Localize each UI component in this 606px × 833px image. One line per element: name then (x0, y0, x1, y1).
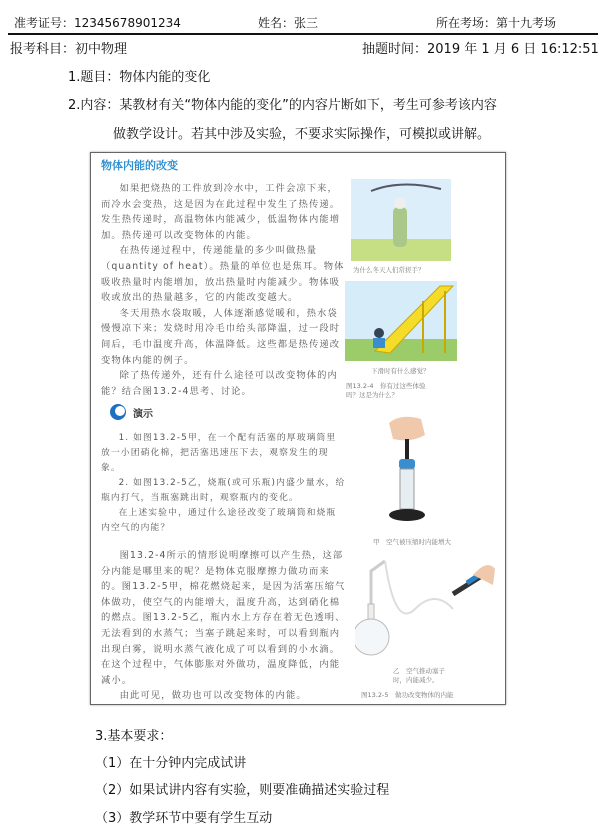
demo-icon (109, 403, 129, 421)
topic: 1.题目：物体内能的变化 (68, 70, 211, 85)
requirements-title: 3.基本要求： (95, 729, 173, 744)
wind-illustration (351, 179, 451, 261)
caption-slide: 下滑时有什么感觉？ (371, 367, 430, 375)
requirement-item: （2）如果试讲内容有实验，则要准确描述实验过程 (95, 783, 390, 798)
exam-id: 准考证号：12345678901234 (14, 16, 181, 30)
paragraph: 在上述实验中，通过什么途径改变了玻璃筒和烧瓶内空气的内能？ (101, 508, 337, 533)
draw-time: 抽题时间：2019 年 1 月 6 日 16:12:51 (362, 42, 599, 57)
paragraph: 图13.2-4所示的情形说明摩擦可以产生热，这部分内能是哪里来的呢？是物体克服摩擦力做功而来的。图13.2-5甲，棉花燃烧起来，是因为活塞压缩气体做功，使空气的内能增大，温度升高，达到硝化棉的燃点。图13.2-5乙，瓶内水上方存在着无色透明、无法看到的水蒸气；当塞子跳起来时，可以看到瓶内出现白雾，说明水蒸气液化成了可以看到的小水滴。在这个过程中，气体膨胀对外做功，温度降低，内能减小。 (101, 550, 346, 686)
content-line-2: 做教学设计。若其中涉及实验，不要求实际操作，可模拟或讲解。 (113, 127, 491, 142)
caption-fig-4: 图13.2-4 你有过这些体验吗？这是为什么？ (346, 382, 426, 399)
exam-venue: 所在考场：第十九考场 (436, 16, 557, 30)
paragraph: 2. 如图13.2-5乙，烧瓶(或可乐瓶)内盛少量水，给瓶内打气，当瓶塞跳出时，观察瓶内的变化。 (101, 478, 346, 503)
paragraph: 1. 如图13.2-5甲，在一个配有活塞的厚玻璃筒里放一小团硝化棉，把活塞迅速压下去，观察发生的现象。 (101, 433, 337, 473)
paragraph: 冬天用热水袋取暖，人体逐渐感觉暖和，热水袋慢慢凉下来；发烧时用冷毛巾给头部降温，过一段时间后，毛巾温度升高，体温降低。这些都是热传递改变物体内能的例子。 (101, 307, 341, 366)
textbook-paragraphs-2 (101, 548, 346, 704)
textbook-paragraphs (101, 181, 346, 399)
subject: 报考科目：初中物理 (10, 42, 128, 57)
caption-a: 甲 空气被压缩时内能增大 (373, 538, 451, 546)
caption-b: 乙 空气推动塞子时，内能减少。 (393, 667, 445, 684)
caption-fig-5: 图13.2-5 做功改变物体的内能 (361, 691, 454, 699)
requirement-item: （1）在十分钟内完成试讲 (95, 756, 247, 771)
textbook-title: 物体内能的改变 (101, 159, 178, 172)
textbook-excerpt (90, 152, 506, 705)
flask-pump-image (355, 549, 495, 664)
caption-wind: 为什么冬天人们常搓手？ (353, 266, 425, 274)
paragraph: 除了热传递外，还有什么途径可以改变物体的内能？结合图13.2-4思考、讨论。 (101, 370, 338, 397)
paragraph: 如果把烧热的工件放到冷水中，工件会凉下来，而冷水会变热，这是因为在此过程中发生了热传递。发生热传递时，高温物体内能减少，低温物体内能增加。热传递可以改变物体的内能。 (101, 183, 341, 241)
header-divider (8, 33, 598, 35)
slide-illustration (345, 281, 457, 361)
demo-paragraphs (101, 431, 346, 536)
candidate-name: 姓名：张三 (258, 16, 319, 30)
paragraph: 在热传递过程中，传递能量的多少叫做热量（quantity of heat）。热量的单位也是焦耳。物体吸收热量时内能增加，放出热量时内能减少。物体吸收或放出的热量越多，它的内能改变越大。 (101, 245, 345, 304)
requirement-item: （3）教学环节中要有学生互动 (95, 811, 273, 826)
paragraph: 由此可见，做功也可以改变物体的内能。 (119, 690, 307, 702)
piston-cylinder-image (381, 413, 441, 533)
demo-label: 演示 (133, 409, 153, 420)
content-line-1: 2.内容：某教材有关“物体内能的变化”的内容片断如下，考生可参考该内容 (68, 98, 497, 113)
